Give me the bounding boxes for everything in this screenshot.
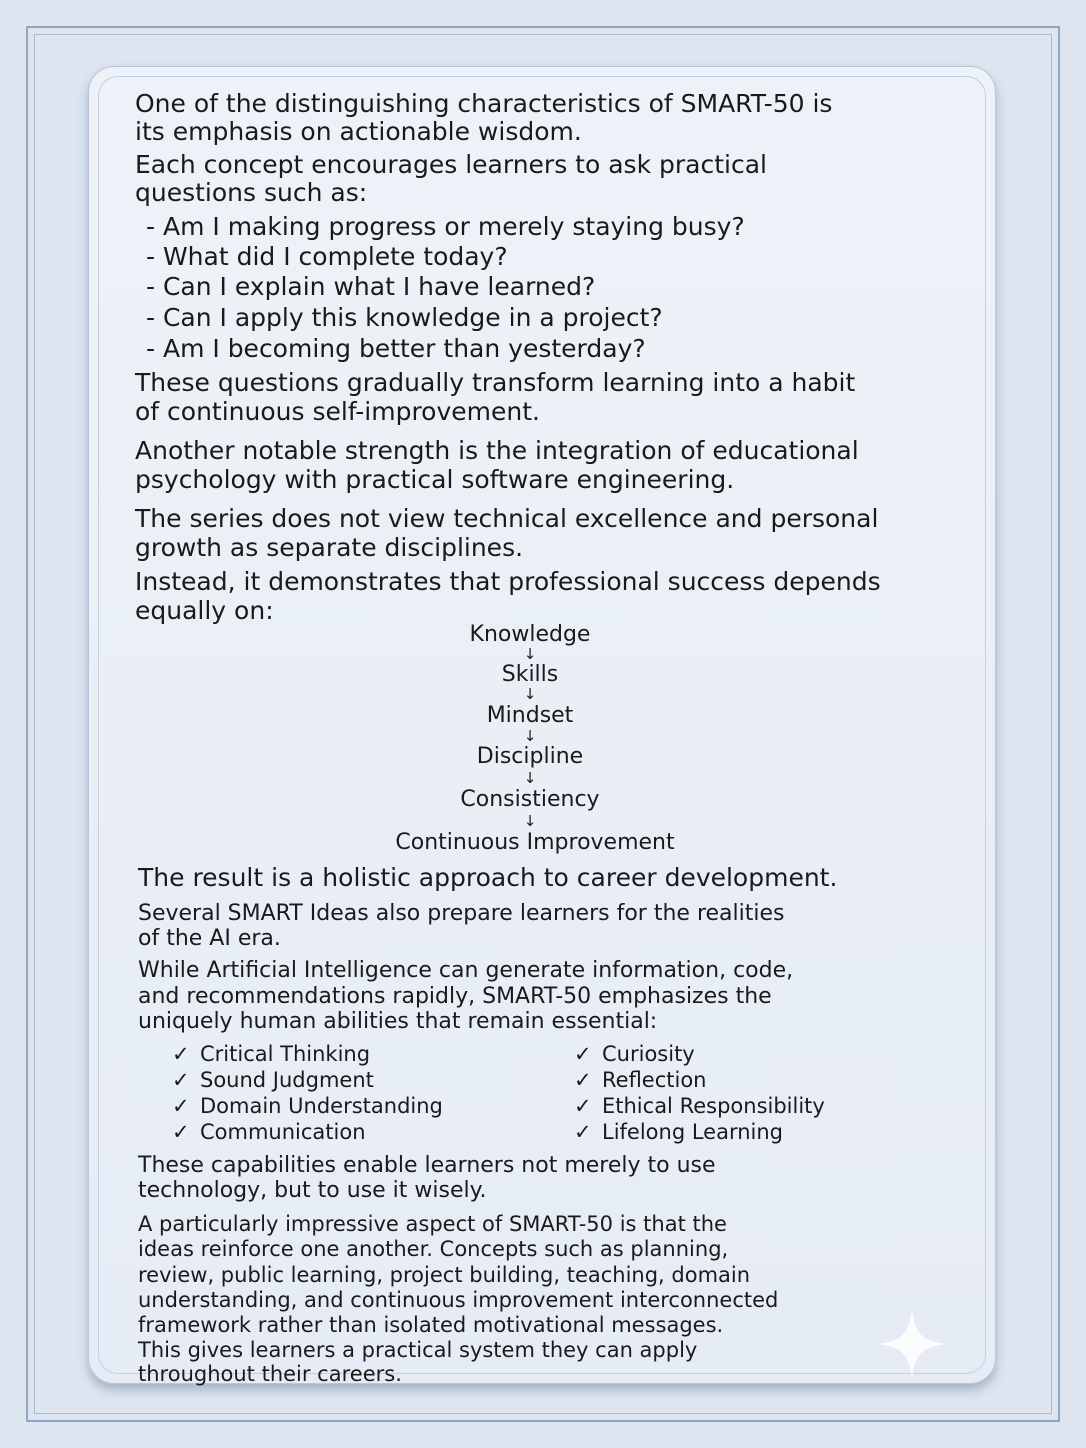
paragraph-line: ideas reinforce one another. Concepts such as planning, [138,1237,729,1261]
intro-line: its emphasis on actionable wisdom. [135,117,582,146]
paragraph-line: review, public learning, project building, teaching, domain [138,1263,751,1287]
paragraph-line: Instead, it demonstrates that professional success depends [135,567,881,596]
checklist-item [574,1119,783,1145]
paragraph-line: growth as separate disciplines. [135,533,524,562]
paragraph-line: and recommendations rapidly, SMART-50 emphasizes the [138,984,772,1009]
checklist-label: Sound Judgment [200,1068,374,1092]
down-arrow-icon: ↓ [523,645,537,663]
flow-step: Continuous Improvement [395,830,675,855]
paragraph-line: These questions gradually transform learning into a habit [135,368,856,397]
checkmark-icon: ✓ [172,1094,190,1118]
checklist-label: Curiosity [602,1042,695,1066]
down-arrow-icon: ↓ [523,685,537,703]
checkmark-icon: ✓ [574,1094,592,1118]
flow-step: Skills [501,662,559,687]
paragraph-line: Several SMART Ideas also prepare learners for the realities [138,901,785,926]
paragraph-line: throughout their careers. [138,1362,402,1386]
flow-step: Discipline [476,744,584,769]
checklist-label: Ethical Responsibility [602,1094,825,1118]
paragraph-line: equally on: [135,596,274,625]
checkmark-icon: ✓ [574,1068,592,1092]
paragraph-line: technology, but to use it wisely. [138,1178,487,1203]
flow-step: Mindset [486,703,574,728]
down-arrow-icon: ↓ [523,812,537,830]
checklist-label: Reflection [602,1068,707,1092]
checklist-item [172,1041,370,1067]
paragraph-line: uniquely human abilities that remain essential: [138,1009,658,1034]
paragraph-line: The series does not view technical excellence and personal [135,504,879,533]
paragraph-line: of continuous self-improvement. [135,397,540,426]
checklist-label: Lifelong Learning [602,1120,784,1144]
checkmark-icon: ✓ [172,1042,190,1066]
question-item: - Can I apply this knowledge in a project? [146,303,663,332]
checklist-label: Communication [200,1120,366,1144]
paragraph-line: A particularly impressive aspect of SMART-50 is that the [138,1212,727,1236]
question-item: - What did I complete today? [146,242,508,271]
question-item: - Can I explain what I have learned? [146,272,596,301]
flow-step: Knowledge [469,622,591,647]
checklist-item [172,1093,443,1119]
down-arrow-icon: ↓ [523,769,537,787]
paragraph-line: psychology with practical software engineering. [135,465,735,494]
checklist-item [574,1041,695,1067]
paragraph-line: This gives learners a practical system they can apply [138,1338,698,1362]
checkmark-icon: ✓ [574,1120,592,1144]
checklist-item [172,1119,366,1145]
paragraph-line: Another notable strength is the integration of educational [135,436,859,465]
checklist-item [172,1067,374,1093]
down-arrow-icon: ↓ [523,727,537,745]
checkmark-icon: ✓ [574,1042,592,1066]
paragraph-line: While Artificial Intelligence can generate information, code, [138,958,794,983]
checklist-label: Critical Thinking [200,1042,371,1066]
checklist-item [574,1067,707,1093]
intro-line: One of the distinguishing characteristics of SMART-50 is [135,89,833,118]
intro-line: Each concept encourages learners to ask practical [135,150,767,179]
paragraph-line: of the AI era. [138,926,281,951]
checkmark-icon: ✓ [172,1120,190,1144]
flow-step: Consistiency [460,787,600,812]
paragraph-line: These capabilities enable learners not merely to use [138,1153,716,1178]
checklist-item [574,1093,825,1119]
checkmark-icon: ✓ [172,1068,190,1092]
paragraph-line: understanding, and continuous improvement interconnected [138,1288,779,1312]
question-item: - Am I making progress or merely staying busy? [146,212,745,241]
intro-line: questions such as: [135,178,368,207]
checklist-label: Domain Understanding [200,1094,443,1118]
question-item: - Am I becoming better than yesterday? [146,334,646,363]
sparkle-icon [876,1308,948,1380]
paragraph-line: The result is a holistic approach to career development. [138,863,838,892]
paragraph-line: framework rather than isolated motivational messages. [138,1313,724,1337]
